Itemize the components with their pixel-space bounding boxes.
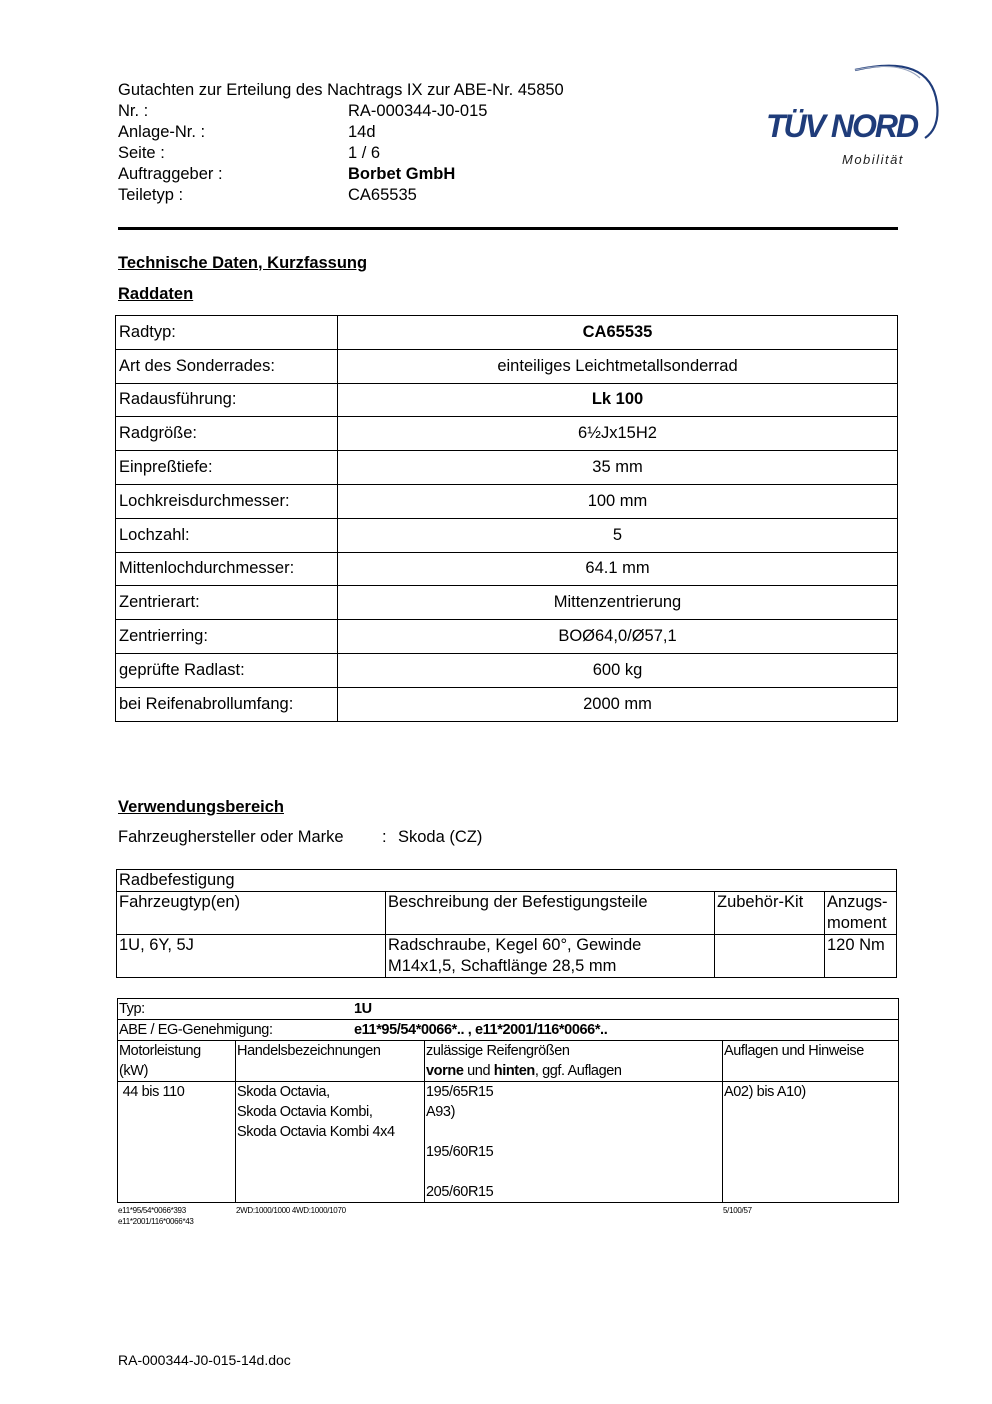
cell-beschreibung-line1: Radschraube, Kegel 60°, Gewinde [388,936,642,954]
raddaten-label: Radausführung: [116,383,338,417]
table-row [116,586,898,620]
cell-zubehoer [715,935,825,978]
header-reifen-hinten: hinten [493,1063,535,1079]
header-reifen-rest: , ggf. Auflagen [534,1063,622,1079]
table-row [116,687,898,721]
footnote-abe-2: e11*2001/116*0066*43 [118,1217,194,1226]
cell-fahrzeugtyp: 1U, 6Y, 5J [117,935,386,978]
header-motorleistung-line1: Motorleistung [119,1043,201,1059]
abe-label: ABE / EG-Genehmigung: [119,1022,273,1038]
reifen-line: 205/60R15 [426,1184,494,1200]
abe-row [118,1020,899,1041]
cell-beschreibung [386,935,715,978]
logo-subtitle: Mobilität [842,152,904,167]
footer-filename: RA-000344-J0-015-14d.doc [118,1352,291,1368]
field-label-auftraggeber: Auftraggeber : [118,165,223,183]
typ-label: Typ: [119,1001,145,1017]
header-zubehoer: Zubehör-Kit [715,892,825,935]
field-value-teiletyp: CA65535 [348,186,417,204]
cell-motorleistung: 44 bis 110 [118,1082,236,1203]
header-beschreibung: Beschreibung der Befestigungsteile [386,892,715,935]
raddaten-label: Radtyp: [116,316,338,350]
field-label-seite: Seite : [118,144,165,162]
field-value-anlage: 14d [348,123,376,141]
raddaten-value: 64.1 mm [338,552,898,586]
raddaten-label: Lochzahl: [116,518,338,552]
field-label-anlage: Anlage-Nr. : [118,123,206,141]
table-row [116,417,898,451]
raddaten-value: 600 kg [338,653,898,687]
raddaten-label: geprüfte Radlast: [116,653,338,687]
table-row [116,552,898,586]
abe-value: e11*95/54*0066*.. , e11*2001/116*0066*.. [354,1022,608,1038]
header-motorleistung-line2: (kW) [119,1063,148,1079]
field-value-auftraggeber: Borbet GmbH [348,165,456,183]
cell-moment: 120 Nm [825,935,897,978]
header-anzugsmoment [825,892,897,935]
header-handelsbezeichnungen: Handelsbezeichnungen [236,1041,425,1082]
raddaten-value: 6½Jx15H2 [338,417,898,451]
header-anzugsmoment-line1: Anzugs- [827,893,888,911]
raddaten-label: Zentrierart: [116,586,338,620]
raddaten-value: 100 mm [338,484,898,518]
table-row [118,1020,899,1041]
header-auflagen: Auflagen und Hinweise [723,1041,899,1082]
header-reifen-vorne: vorne [426,1063,464,1079]
raddaten-value: CA65535 [338,316,898,350]
header-divider [118,227,898,230]
raddaten-value: 5 [338,518,898,552]
radbefestigung-table [116,869,897,978]
raddaten-value: 35 mm [338,451,898,485]
typ-value: 1U [354,1001,372,1017]
header-reifengroessen [425,1041,723,1082]
raddaten-value: einteiliges Leichtmetallsonderrad [338,349,898,383]
raddaten-table [115,315,898,722]
table-row [116,451,898,485]
header-anzugsmoment-line2: moment [827,914,887,932]
table-row [116,484,898,518]
logo-brand: TÜV NORD [766,108,918,144]
raddaten-label: bei Reifenabrollumfang: [116,687,338,721]
reifen-line [426,1162,721,1182]
table-row [116,349,898,383]
reifen-line: 195/60R15 [426,1144,494,1160]
raddaten-value: Mittenzentrierung [338,586,898,620]
handel-line: Skoda Octavia, [237,1084,330,1100]
field-label-teiletyp: Teiletyp : [118,186,184,204]
typ-row [118,999,899,1020]
document-title: Gutachten zur Erteilung des Nachtrags IX zur ABE-Nr. 45850 [118,81,564,99]
raddaten-label: Art des Sonderrades: [116,349,338,383]
header-reifen-line1: zulässige Reifengrößen [426,1043,570,1059]
raddaten-label: Zentrierring: [116,620,338,654]
header-reifen-line2 [426,1061,721,1081]
section-title-technische-daten: Technische Daten, Kurzfassung [118,254,368,272]
table-row [116,383,898,417]
table-row [118,1082,899,1203]
table-row [116,316,898,350]
section-title-verwendungsbereich: Verwendungsbereich [118,798,284,816]
reifen-line [426,1122,721,1142]
raddaten-label: Mittenlochdurchmesser: [116,552,338,586]
typ-table [117,998,899,1203]
header-reifen-und: und [463,1063,494,1079]
table-row [117,935,897,978]
footnote-right: 5/100/57 [723,1206,752,1215]
table-row [116,620,898,654]
cell-auflagen: A02) bis A10) [723,1082,899,1203]
raddaten-value: BOØ64,0/Ø57,1 [338,620,898,654]
raddaten-value: Lk 100 [338,383,898,417]
radbefestigung-title: Radbefestigung [117,870,897,892]
table-row [116,518,898,552]
section-subtitle-raddaten: Raddaten [118,285,194,303]
table-row [116,653,898,687]
reifen-line: 195/65R15 [426,1084,494,1100]
table-row [118,999,899,1020]
handel-line: Skoda Octavia Kombi 4x4 [237,1124,395,1140]
raddaten-value: 2000 mm [338,687,898,721]
tuv-nord-logo [760,58,945,173]
handel-line: Skoda Octavia Kombi, [237,1104,373,1120]
reifen-line: A93) [426,1104,456,1120]
cell-reifengroessen [425,1082,723,1203]
footnote-abe-1: e11*95/54*0066*393 [118,1206,186,1215]
header-fahrzeugtyp: Fahrzeugtyp(en) [117,892,386,935]
table-row [117,892,897,935]
field-value-nr: RA-000344-J0-015 [348,102,488,120]
table-row [118,1041,899,1082]
field-label-nr: Nr. : [118,102,149,120]
raddaten-label: Einpreßtiefe: [116,451,338,485]
cell-handelsbezeichnungen [236,1082,425,1203]
raddaten-label: Lochkreisdurchmesser: [116,484,338,518]
field-value-seite: 1 / 6 [348,144,381,162]
hersteller-separator: : [382,828,387,846]
hersteller-value: Skoda (CZ) [398,828,483,846]
hersteller-label: Fahrzeughersteller oder Marke [118,828,344,846]
raddaten-label: Radgröße: [116,417,338,451]
footnote-drive: 2WD:1000/1000 4WD:1000/1070 [236,1206,346,1215]
header-motorleistung [118,1041,236,1082]
cell-beschreibung-line2: M14x1,5, Schaftlänge 28,5 mm [388,957,617,975]
table-row [117,870,897,892]
